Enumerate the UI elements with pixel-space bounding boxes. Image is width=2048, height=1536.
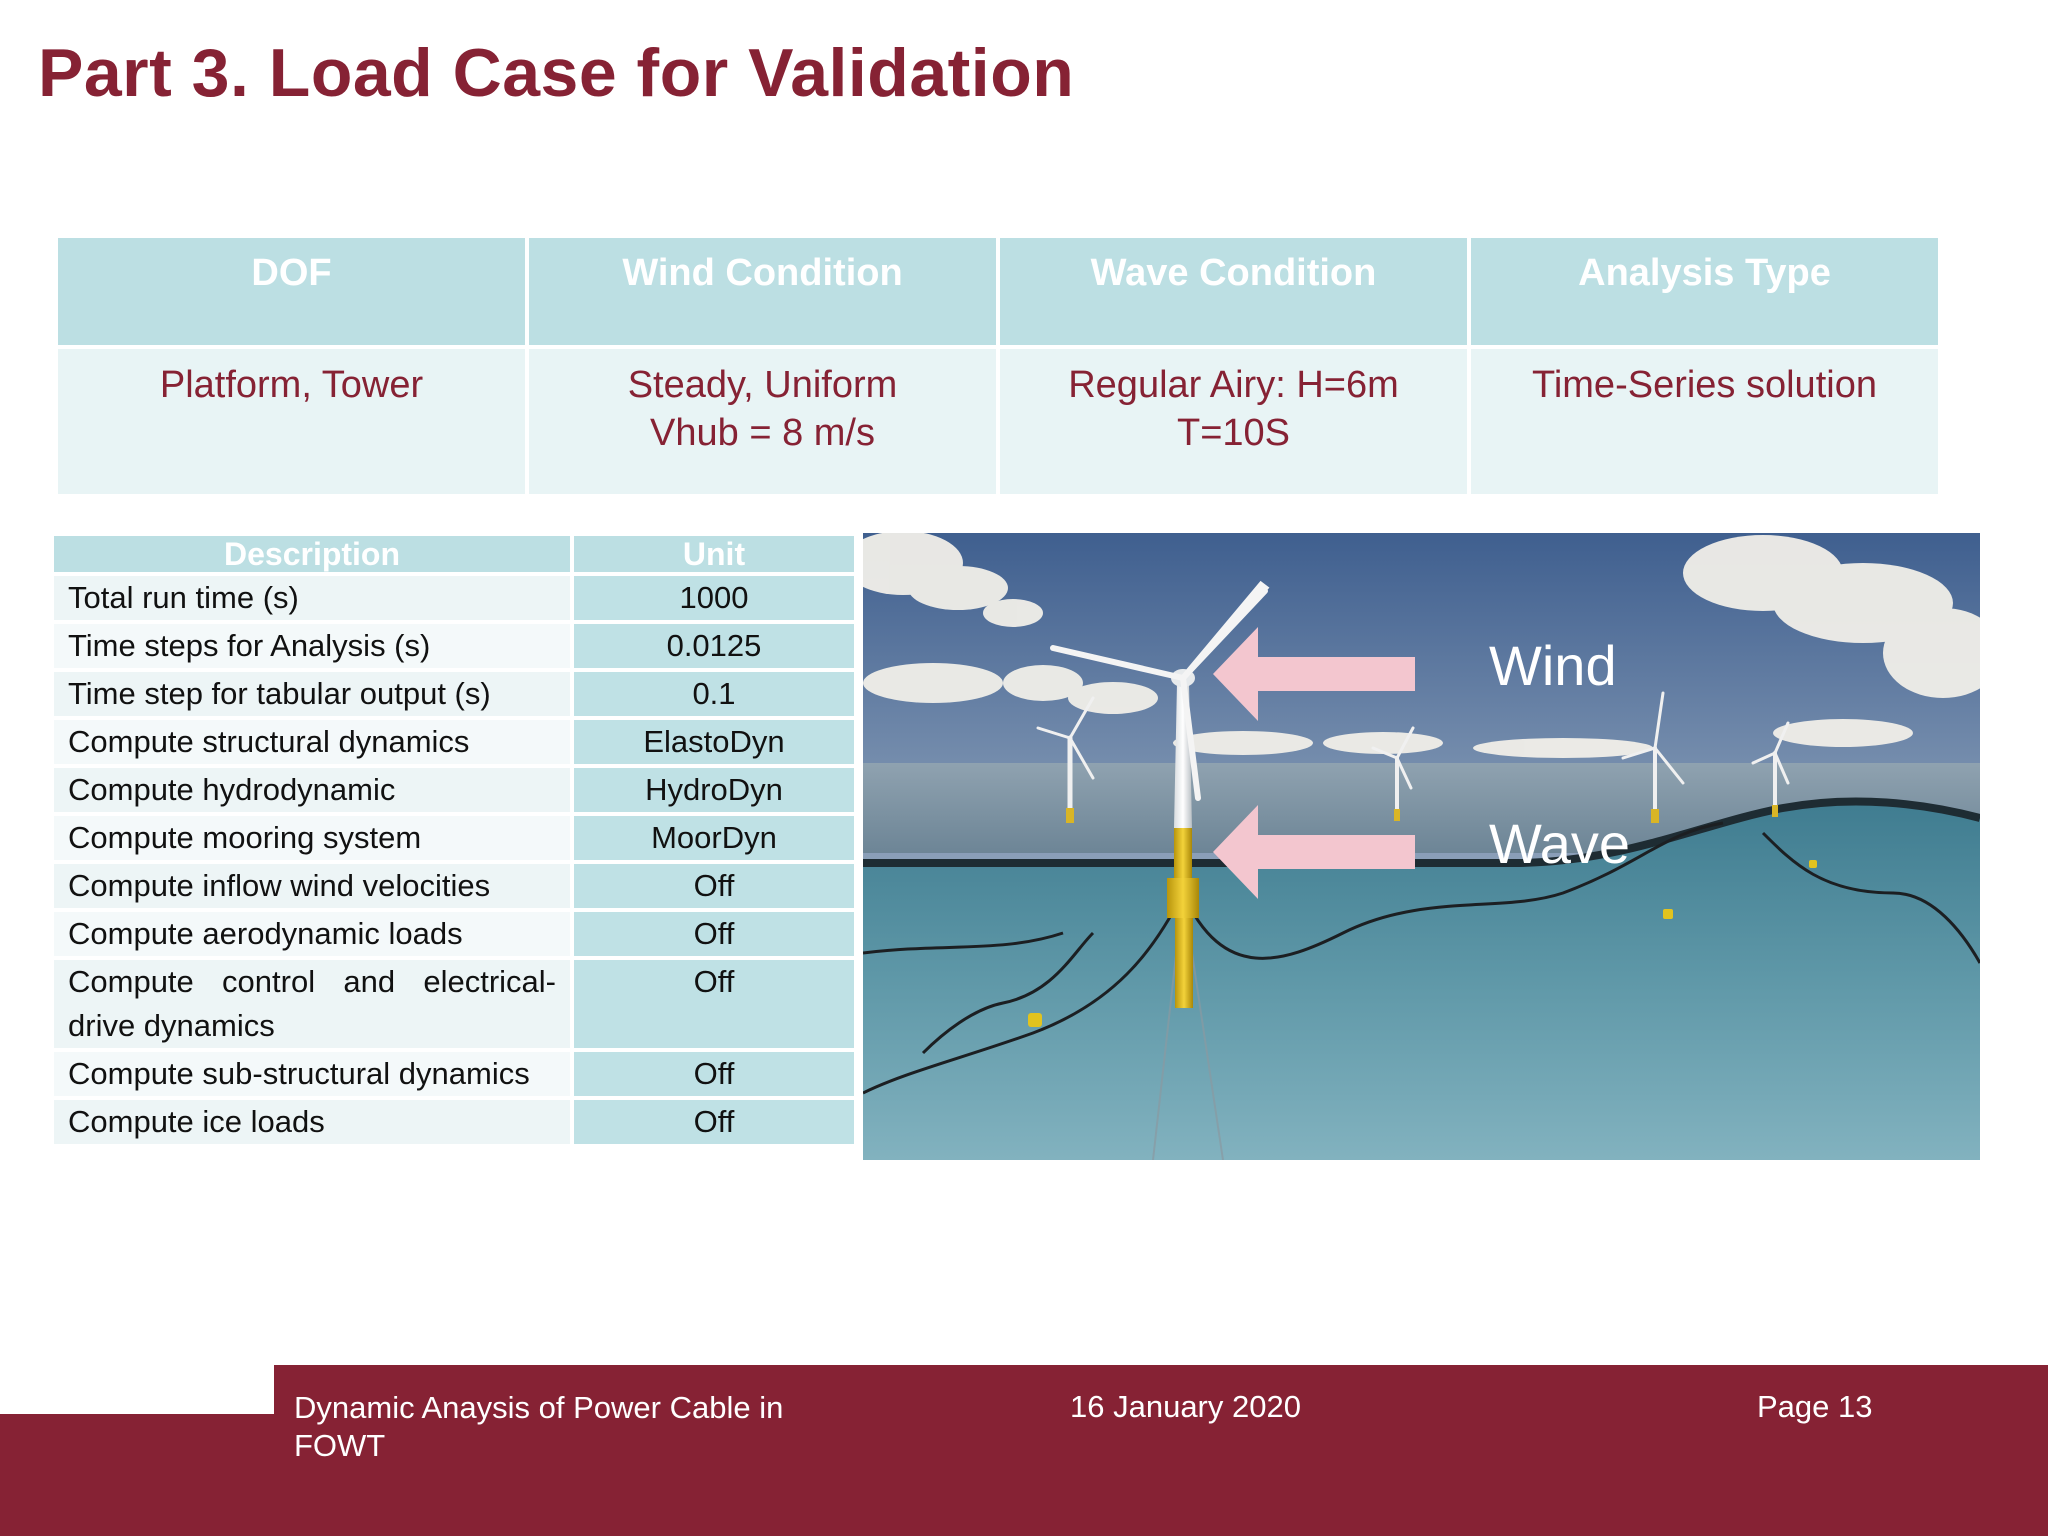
row-unit: Off (574, 864, 854, 908)
footer-date: 16 January 2020 (1070, 1389, 1301, 1424)
cell-line: T=10S (1176, 412, 1291, 454)
row-unit: MoorDyn (574, 816, 854, 860)
row-description: Compute aerodynamic loads (54, 912, 574, 956)
table-row (54, 720, 854, 764)
row-unit: Off (574, 1100, 854, 1144)
table-row (54, 1052, 854, 1096)
footer-left-strip (0, 1414, 274, 1536)
table-row (54, 768, 854, 812)
cell-line: Vhub = 8 m/s (650, 412, 875, 454)
footer-presentation-title: Dynamic Anaysis of Power Cable in FOWT (294, 1390, 784, 1463)
row-description: Compute control and electrical-drive dynamics (54, 960, 574, 1048)
table-row (54, 816, 854, 860)
header-wind-condition: Wind Condition (529, 238, 996, 345)
header-dof: DOF (58, 238, 525, 345)
cell-line: Time-Series solution (1532, 364, 1877, 406)
parameter-table (54, 532, 854, 1148)
floating-wind-turbine-image (863, 533, 1980, 1160)
table-row (54, 624, 854, 668)
table-row (54, 912, 854, 956)
wind-label: Wind (1489, 634, 1617, 697)
table-row (54, 960, 854, 1048)
cell-dof (58, 349, 525, 494)
row-description: Total run time (s) (54, 576, 574, 620)
load-case-table (54, 234, 1942, 498)
cell-wave-condition (1000, 349, 1467, 494)
wave-label: Wave (1489, 812, 1631, 875)
turbine-illustration (863, 533, 1980, 1160)
load-case-row (58, 349, 1938, 494)
row-description: Compute structural dynamics (54, 720, 574, 764)
cell-line: Steady, Uniform (627, 364, 898, 406)
parameter-header-row (54, 536, 854, 572)
cell-analysis-type (1471, 349, 1938, 494)
header-unit: Unit (574, 536, 854, 572)
row-description: Compute hydrodynamic (54, 768, 574, 812)
header-wave-condition: Wave Condition (1000, 238, 1467, 345)
table-row (54, 864, 854, 908)
cell-line: Regular Airy: H=6m (1068, 364, 1399, 406)
slide-title: Part 3. Load Case for Validation (38, 35, 1075, 111)
footer-bar (274, 1365, 2048, 1536)
row-unit: ElastoDyn (574, 720, 854, 764)
header-analysis-type: Analysis Type (1471, 238, 1938, 345)
row-unit: Off (574, 960, 854, 1048)
row-unit: 0.0125 (574, 624, 854, 668)
row-unit: HydroDyn (574, 768, 854, 812)
table-row (54, 672, 854, 716)
row-description: Compute inflow wind velocities (54, 864, 574, 908)
cell-wind-condition (529, 349, 996, 494)
footer-page-number: Page 13 (1757, 1389, 1873, 1424)
row-unit: Off (574, 1052, 854, 1096)
row-unit: 1000 (574, 576, 854, 620)
table-row (54, 1100, 854, 1144)
row-description: Time step for tabular output (s) (54, 672, 574, 716)
row-unit: Off (574, 912, 854, 956)
table-row (54, 576, 854, 620)
row-description: Time steps for Analysis (s) (54, 624, 574, 668)
cell-line: Platform, Tower (159, 364, 424, 406)
row-description: Compute ice loads (54, 1100, 574, 1144)
load-case-header-row (58, 238, 1938, 345)
header-description: Description (54, 536, 574, 572)
row-description: Compute sub-structural dynamics (54, 1052, 574, 1096)
row-description: Compute mooring system (54, 816, 574, 860)
row-unit: 0.1 (574, 672, 854, 716)
